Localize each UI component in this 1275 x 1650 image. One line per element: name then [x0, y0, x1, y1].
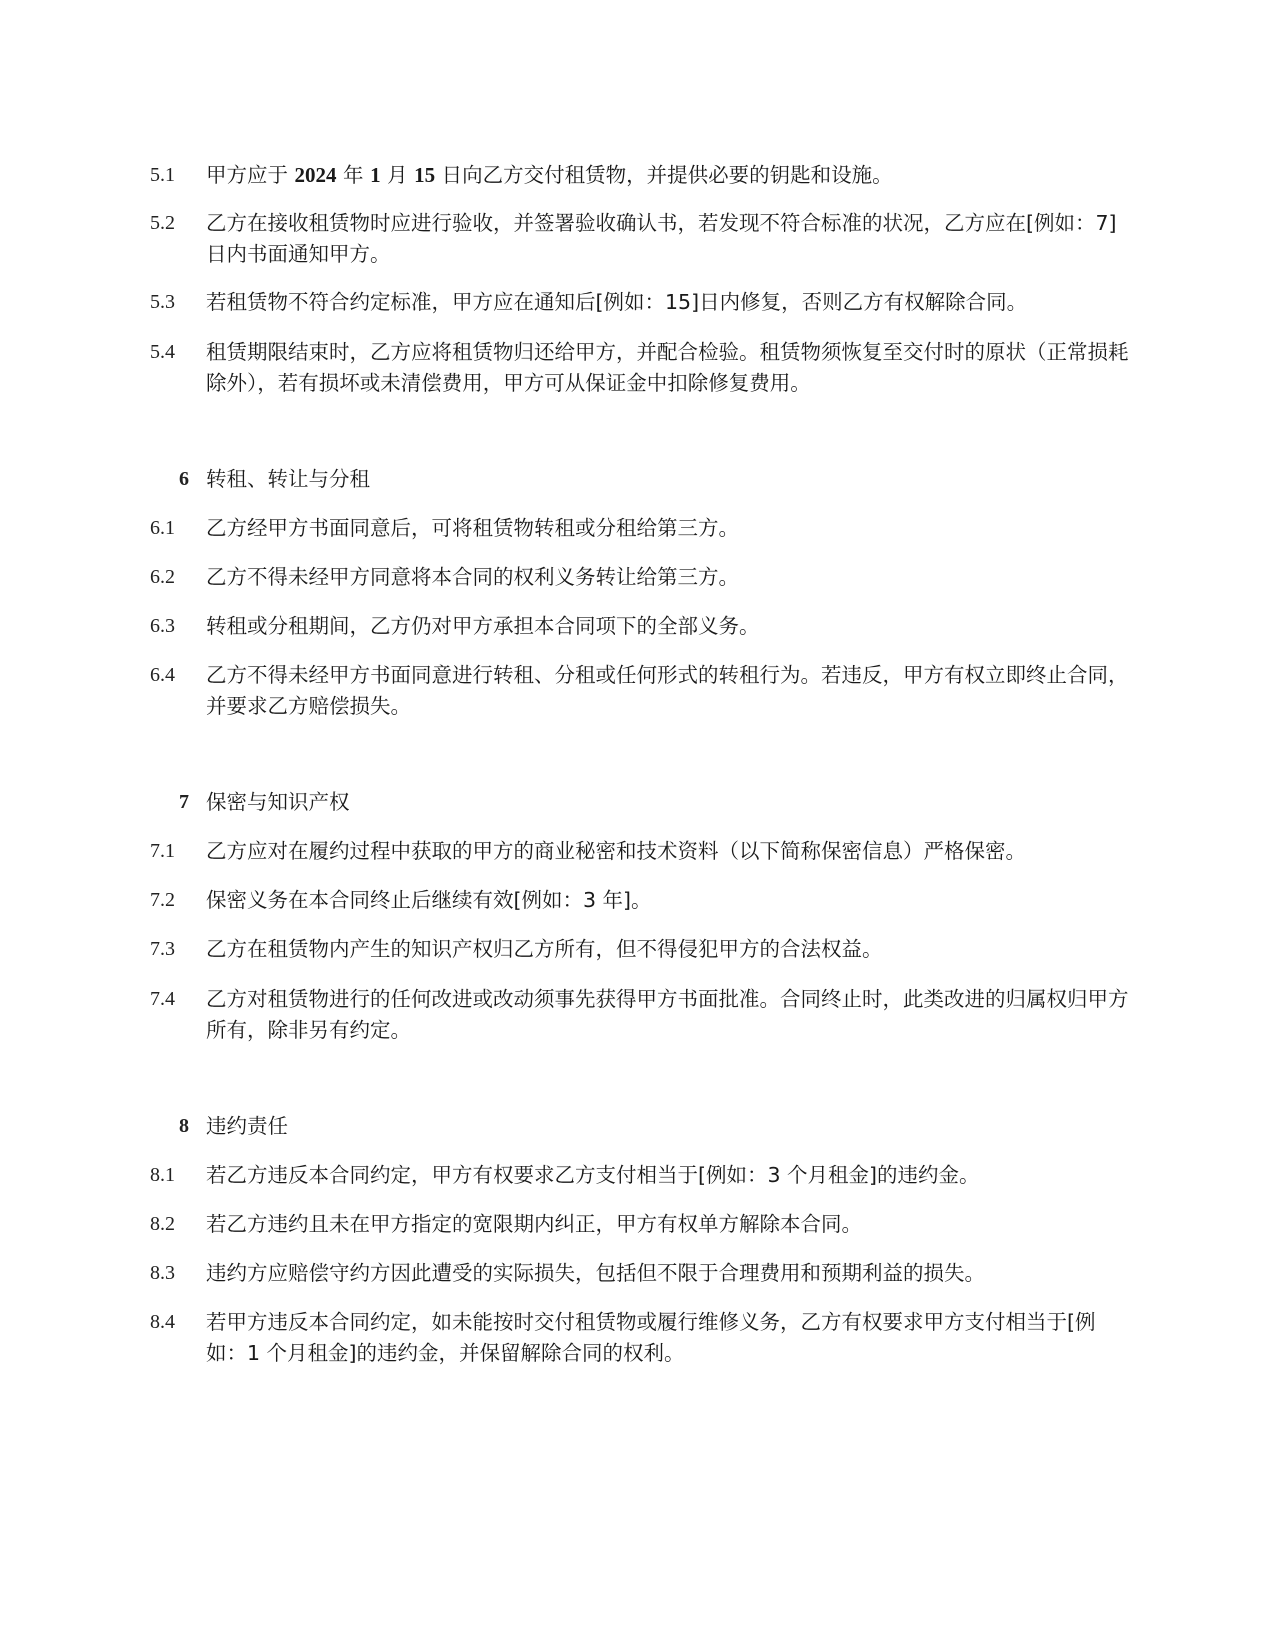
clause-number: 6.1: [150, 517, 175, 539]
clause-number: 5.1: [150, 164, 175, 186]
clause-6-4: [150, 660, 1130, 722]
clause-text: 保密义务在本合同终止后继续有效[例如：3 年]。: [206, 888, 652, 912]
section-number: 7: [179, 791, 189, 813]
clause-6-3: [150, 611, 1130, 642]
clause-6-2: [150, 562, 1130, 593]
clause-8-1: [150, 1160, 1130, 1191]
clause-5-4: [150, 337, 1130, 399]
clause-5-2: [150, 208, 1130, 270]
clause-text: 乙方不得未经甲方同意将本合同的权利义务转让给第三方。: [206, 565, 739, 589]
clause-number: 8.4: [150, 1311, 175, 1333]
clause-7-3: [150, 934, 1130, 965]
section-heading-7: [150, 787, 1130, 818]
year-value: 2024: [294, 163, 337, 187]
clause-number: 8.3: [150, 1262, 175, 1284]
clause-text: 乙方应对在履约过程中获取的甲方的商业秘密和技术资料（以下简称保密信息）严格保密。: [206, 839, 1026, 863]
section-title: 违约责任: [206, 1114, 288, 1138]
clause-6-1: [150, 513, 1130, 544]
clause-number: 7.2: [150, 889, 175, 911]
month-value: 1: [370, 163, 381, 187]
clause-number: 5.4: [150, 341, 175, 363]
section-title: 保密与知识产权: [206, 790, 350, 814]
clause-number: 7.4: [150, 988, 175, 1010]
section-heading-8: [150, 1111, 1130, 1142]
clause-number: 5.3: [150, 291, 175, 313]
clause-text: 转租或分租期间，乙方仍对甲方承担本合同项下的全部义务。: [206, 614, 760, 638]
clause-number: 8.1: [150, 1164, 175, 1186]
clause-8-3: [150, 1258, 1130, 1289]
clause-text: 甲方应于 2024 年 1 月 15 日向乙方交付租赁物，并提供必要的钥匙和设施。: [206, 163, 893, 187]
clause-7-1: [150, 836, 1130, 867]
clause-text: 若乙方违约且未在甲方指定的宽限期内纠正，甲方有权单方解除本合同。: [206, 1212, 862, 1236]
clause-number: 7.3: [150, 938, 175, 960]
clause-number: 7.1: [150, 840, 175, 862]
section-title: 转租、转让与分租: [206, 467, 370, 491]
clause-text: 若租赁物不符合约定标准，甲方应在通知后[例如：15]日内修复，否则乙方有权解除合同。: [206, 290, 1028, 314]
clause-8-2: [150, 1209, 1130, 1240]
clause-5-1: [150, 160, 1130, 191]
clause-text: 乙方对租赁物进行的任何改进或改动须事先获得甲方书面批准。合同终止时，此类改进的归属权归甲方所有，除非另有约定。: [206, 987, 1129, 1042]
clause-number: 6.3: [150, 615, 175, 637]
clause-8-4: [150, 1307, 1130, 1369]
section-number: 6: [179, 468, 189, 490]
day-value: 15: [414, 163, 436, 187]
clause-7-2: [150, 885, 1130, 916]
clause-number: 5.2: [150, 212, 175, 234]
section-heading-6: [150, 464, 1130, 495]
section-number: 8: [179, 1115, 189, 1137]
clause-5-3: [150, 287, 1130, 318]
clause-text: 乙方在租赁物内产生的知识产权归乙方所有，但不得侵犯甲方的合法权益。: [206, 937, 883, 961]
clause-text: 违约方应赔偿守约方因此遭受的实际损失，包括但不限于合理费用和预期利益的损失。: [206, 1261, 985, 1285]
clause-number: 6.2: [150, 566, 175, 588]
clause-text: 租赁期限结束时，乙方应将租赁物归还给甲方，并配合检验。租赁物须恢复至交付时的原状（正常损耗除外），若有损坏或未清偿费用，甲方可从保证金中扣除修复费用。: [206, 340, 1129, 395]
clause-number: 6.4: [150, 664, 175, 686]
clause-text: 若乙方违反本合同约定，甲方有权要求乙方支付相当于[例如：3 个月租金]的违约金。: [206, 1163, 980, 1187]
clause-number: 8.2: [150, 1213, 175, 1235]
clause-text: 乙方在接收租赁物时应进行验收，并签署验收确认书，若发现不符合标准的状况，乙方应在[例如：7]日内书面通知甲方。: [206, 211, 1117, 266]
clause-text: 乙方经甲方书面同意后，可将租赁物转租或分租给第三方。: [206, 516, 739, 540]
clause-text: 若甲方违反本合同约定，如未能按时交付租赁物或履行维修义务，乙方有权要求甲方支付相当于[例如：1 个月租金]的违约金，并保留解除合同的权利。: [206, 1310, 1096, 1365]
clause-7-4: [150, 984, 1130, 1046]
clause-text: 乙方不得未经甲方书面同意进行转租、分租或任何形式的转租行为。若违反，甲方有权立即终止合同，并要求乙方赔偿损失。: [206, 663, 1129, 718]
